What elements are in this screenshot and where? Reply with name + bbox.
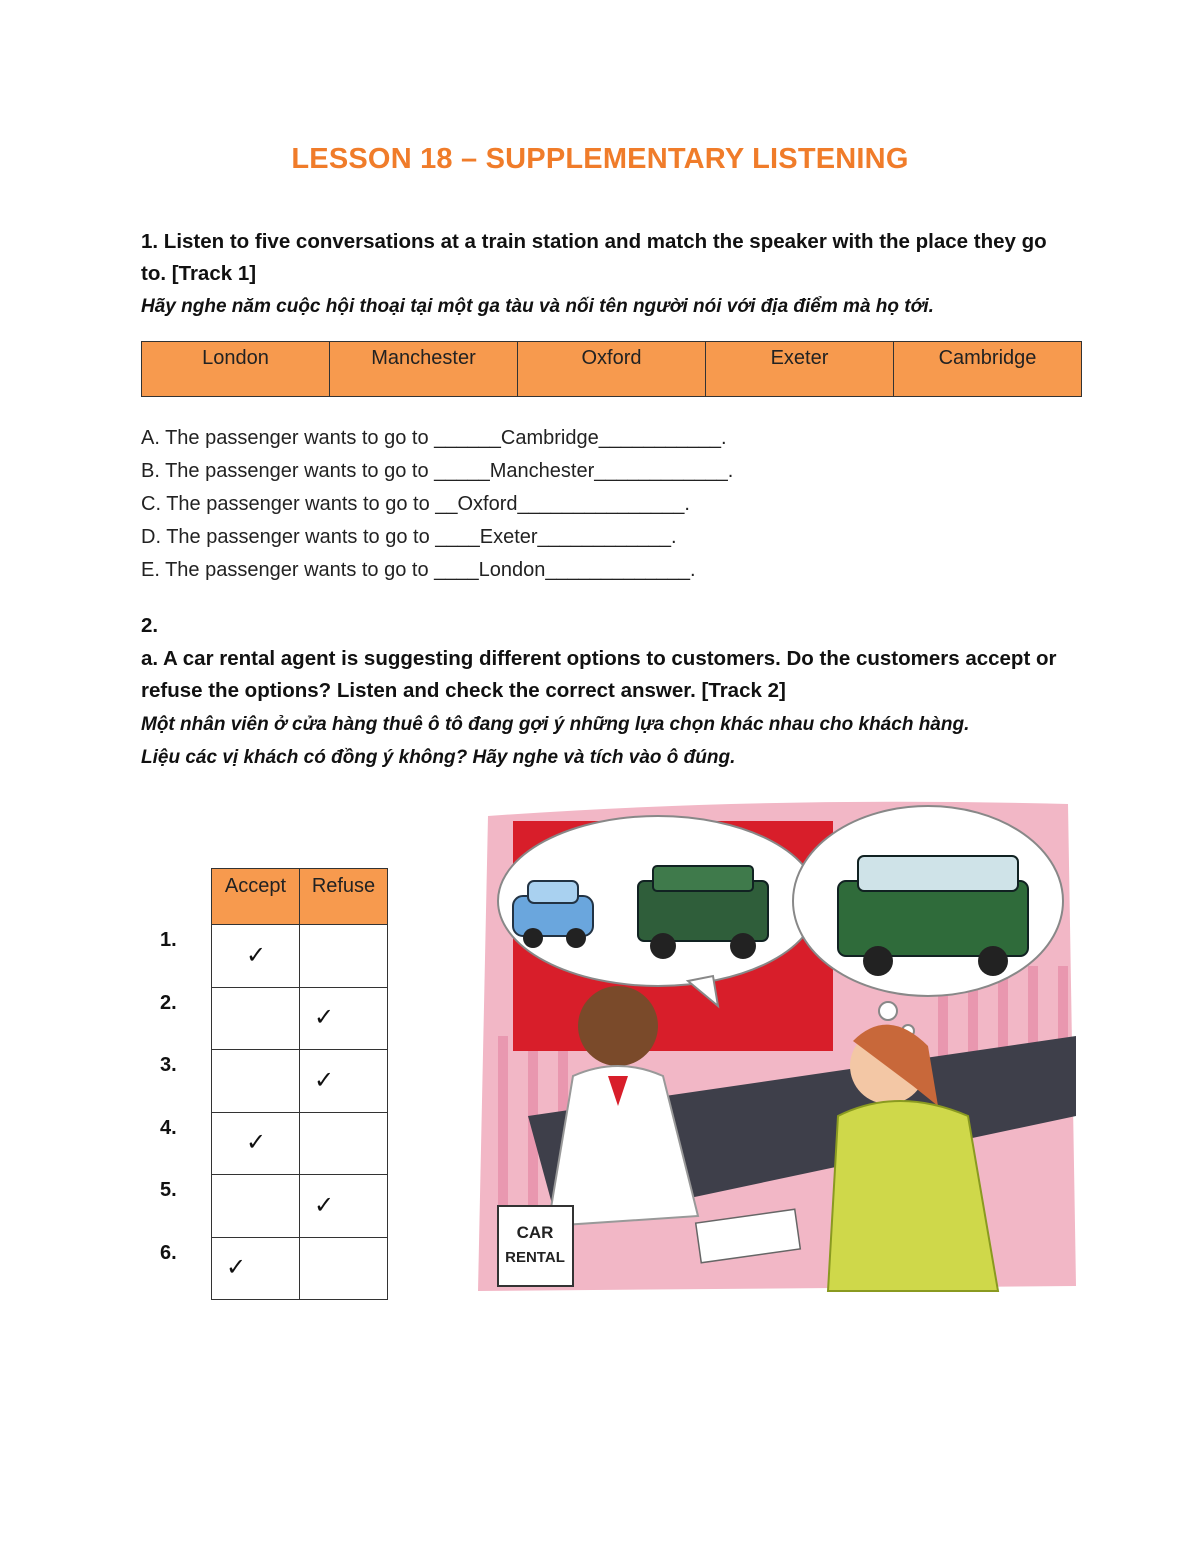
refuse-cell[interactable] <box>300 1050 388 1113</box>
answer-line: E. The passenger wants to go to ____London_____________. <box>141 559 696 581</box>
q2-instruction: a. A car rental agent is suggesting different options to customers. Do the customers accept or refuse the options? Listen and check the correct answer. [Track 2] <box>141 646 1057 702</box>
answer-list <box>141 422 1041 587</box>
place-cell: London <box>142 342 330 397</box>
refuse-cell[interactable] <box>300 1237 388 1300</box>
answer-line: B. The passenger wants to go to _____Manchester____________. <box>141 460 734 482</box>
places-table <box>141 341 1082 397</box>
accept-cell[interactable] <box>212 1112 300 1175</box>
q2-number: 2. <box>141 614 159 637</box>
check-mark: ✓ <box>226 1254 247 1282</box>
row-number: 3. <box>160 1054 177 1076</box>
row-number: 5. <box>160 1179 177 1201</box>
q1-instruction: 1. Listen to five conversations at a train station and match the speaker with the place they go to. [Track 1] <box>141 230 1047 285</box>
row-number: 4. <box>160 1116 177 1139</box>
page-title: LESSON 18 – SUPPLEMENTARY LISTENING <box>291 143 909 175</box>
sign-text-car: CAR <box>516 1223 554 1242</box>
check-mark: ✓ <box>246 1129 267 1157</box>
place-cell: Exeter <box>706 342 894 397</box>
place-cell: Oxford <box>518 342 706 397</box>
question-2 <box>141 610 1071 774</box>
q2-translation-2: Liệu các vị khách có đồng ý không? Hãy nghe và tích vào ô đúng. <box>141 746 736 768</box>
row-number: 6. <box>160 1241 177 1264</box>
answer-line: C. The passenger wants to go to __Oxford_______________. <box>141 493 690 515</box>
place-cell: Cambridge <box>894 342 1082 397</box>
answer-line: D. The passenger wants to go to ____Exeter____________. <box>141 526 677 548</box>
answer-line: A. The passenger wants to go to ______Cambridge___________. <box>141 427 727 449</box>
refuse-cell[interactable] <box>300 1112 388 1175</box>
check-mark: ✓ <box>314 1066 335 1094</box>
accept-cell[interactable] <box>212 1175 300 1238</box>
refuse-cell[interactable] <box>300 1175 388 1238</box>
accept-cell[interactable] <box>212 1050 300 1113</box>
header-accept: Accept <box>212 869 300 925</box>
question-1 <box>141 226 1071 323</box>
header-refuse: Refuse <box>300 869 388 925</box>
accept-cell[interactable] <box>212 925 300 988</box>
refuse-cell[interactable] <box>300 987 388 1050</box>
car-rental-illustration <box>468 786 1080 1298</box>
accept-cell[interactable] <box>212 1237 300 1300</box>
check-mark: ✓ <box>246 941 267 969</box>
accept-refuse-table <box>211 868 388 1300</box>
check-mark: ✓ <box>314 1191 335 1219</box>
row-number: 1. <box>160 929 177 951</box>
place-cell: Manchester <box>330 342 518 397</box>
sign-text-rental: RENTAL <box>505 1249 565 1266</box>
check-mark: ✓ <box>314 1004 335 1032</box>
refuse-cell[interactable] <box>300 925 388 988</box>
row-numbers <box>160 925 177 1300</box>
q1-translation: Hãy nghe năm cuộc hội thoại tại một ga tàu và nối tên người nói với địa điểm mà họ tới. <box>141 296 934 317</box>
car-rental-sign <box>498 1206 573 1286</box>
accept-cell[interactable] <box>212 987 300 1050</box>
row-number: 2. <box>160 991 177 1014</box>
q2-translation-1: Một nhân viên ở cửa hàng thuê ô tô đang gợi ý những lựa chọn khác nhau cho khách hàng. <box>141 713 970 735</box>
